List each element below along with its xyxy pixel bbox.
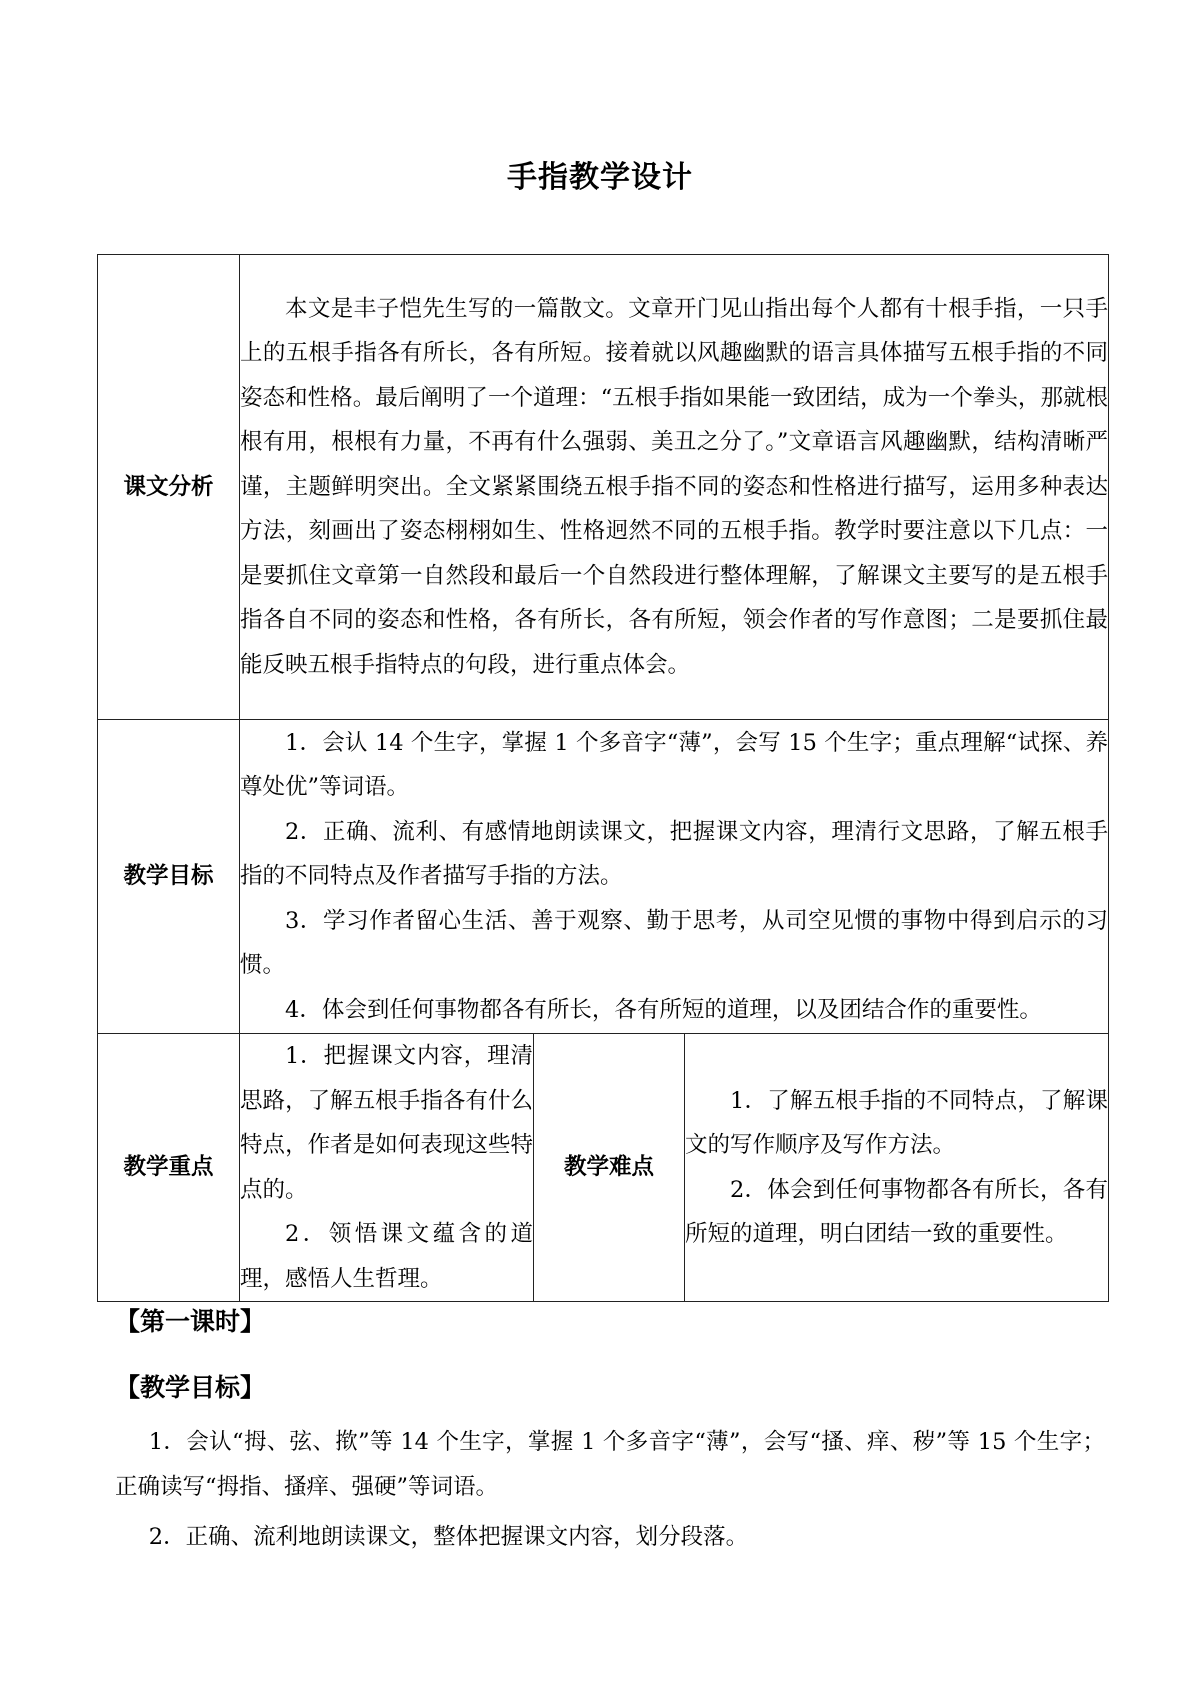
analysis-row <box>98 255 1109 720</box>
goals-row <box>98 720 1109 1034</box>
lesson-plan-table <box>97 254 1109 1302</box>
key-points-cell <box>240 1034 534 1302</box>
page-title: 手指教学设计 <box>507 160 693 195</box>
difficulties-label: 教学难点 <box>534 1034 685 1302</box>
key-point-item: 2．领悟课文蕴含的道理，感悟人生哲理。 <box>240 1221 533 1292</box>
goal-item: 3．学习作者留心生活、善于观察、勤于思考，从司空见惯的事物中得到启示的习惯。 <box>240 907 1109 979</box>
goal-item: 1．会认 14 个生字，掌握 1 个多音字“薄”，会写 15 个生字；重点理解“试探、养尊处优”等词语。 <box>240 729 1109 801</box>
lesson-one-goals-heading: 【教学目标】 <box>115 1373 266 1402</box>
lesson-one-goal-item: 2．正确、流利地朗读课文，整体把握课文内容，划分段落。 <box>148 1524 749 1550</box>
goals-cell <box>240 720 1109 1034</box>
goal-item: 4．体会到任何事物都各有所长，各有所短的道理，以及团结合作的重要性。 <box>285 996 1042 1023</box>
lesson-one-heading: 【第一课时】 <box>115 1307 266 1336</box>
analysis-text: 本文是丰子恺先生写的一篇散文。文章开门见山指出每个人都有十根手指，一只手上的五根手指各有所长，各有所短。接着就以风趣幽默的语言具体描写五根手指的不同姿态和性格。最后阐明了一个道理：“五根手指如果能一致团结，成为一个拳头，那就根根有用，根根有力量，不再有什么强弱、美丑之分了。”文章语言风趣幽默，结构清晰严谨，主题鲜明突出。全文紧紧围绕五根手指不同的姿态和性格进行描写，运用多种表达方法，刻画出了姿态栩栩如生、性格迥然不同的五根手指。教学时要注意以下几点：一是要抓住文章第一自然段和最后一个自然段进行整体理解，了解课文主要写的是五根手指各自不同的姿态和性格，各有所长，各有所短，领会作者的写作意图；二是要抓住最能反映五根手指特点的句段，进行重点体会。 <box>240 295 1109 678</box>
key-points-label: 教学重点 <box>98 1034 240 1302</box>
analysis-label: 课文分析 <box>98 255 240 720</box>
goals-label: 教学目标 <box>98 720 240 1034</box>
difficulty-item: 1．了解五根手指的不同特点，了解课文的写作顺序及写作方法。 <box>685 1087 1109 1158</box>
analysis-cell <box>240 255 1109 720</box>
goal-item: 2．正确、流利、有感情地朗读课文，把握课文内容，理清行文思路，了解五根手指的不同特点及作者描写手指的方法。 <box>240 818 1109 890</box>
key-point-item: 1．把握课文内容，理清思路，了解五根手指各有什么特点，作者是如何表现这些特点的。 <box>240 1043 533 1203</box>
key-points-row <box>98 1034 1109 1302</box>
difficulties-cell <box>685 1034 1109 1302</box>
lesson-one-goal-item: 1．会认“拇、弦、揿”等 14 个生字，掌握 1 个多音字“薄”，会写“搔、痒、秽”等 15 个生字；正确读写“拇指、搔痒、强硬”等词语。 <box>115 1429 1105 1500</box>
difficulty-item: 2．体会到任何事物都各有所长，各有所短的道理，明白团结一致的重要性。 <box>685 1176 1109 1247</box>
